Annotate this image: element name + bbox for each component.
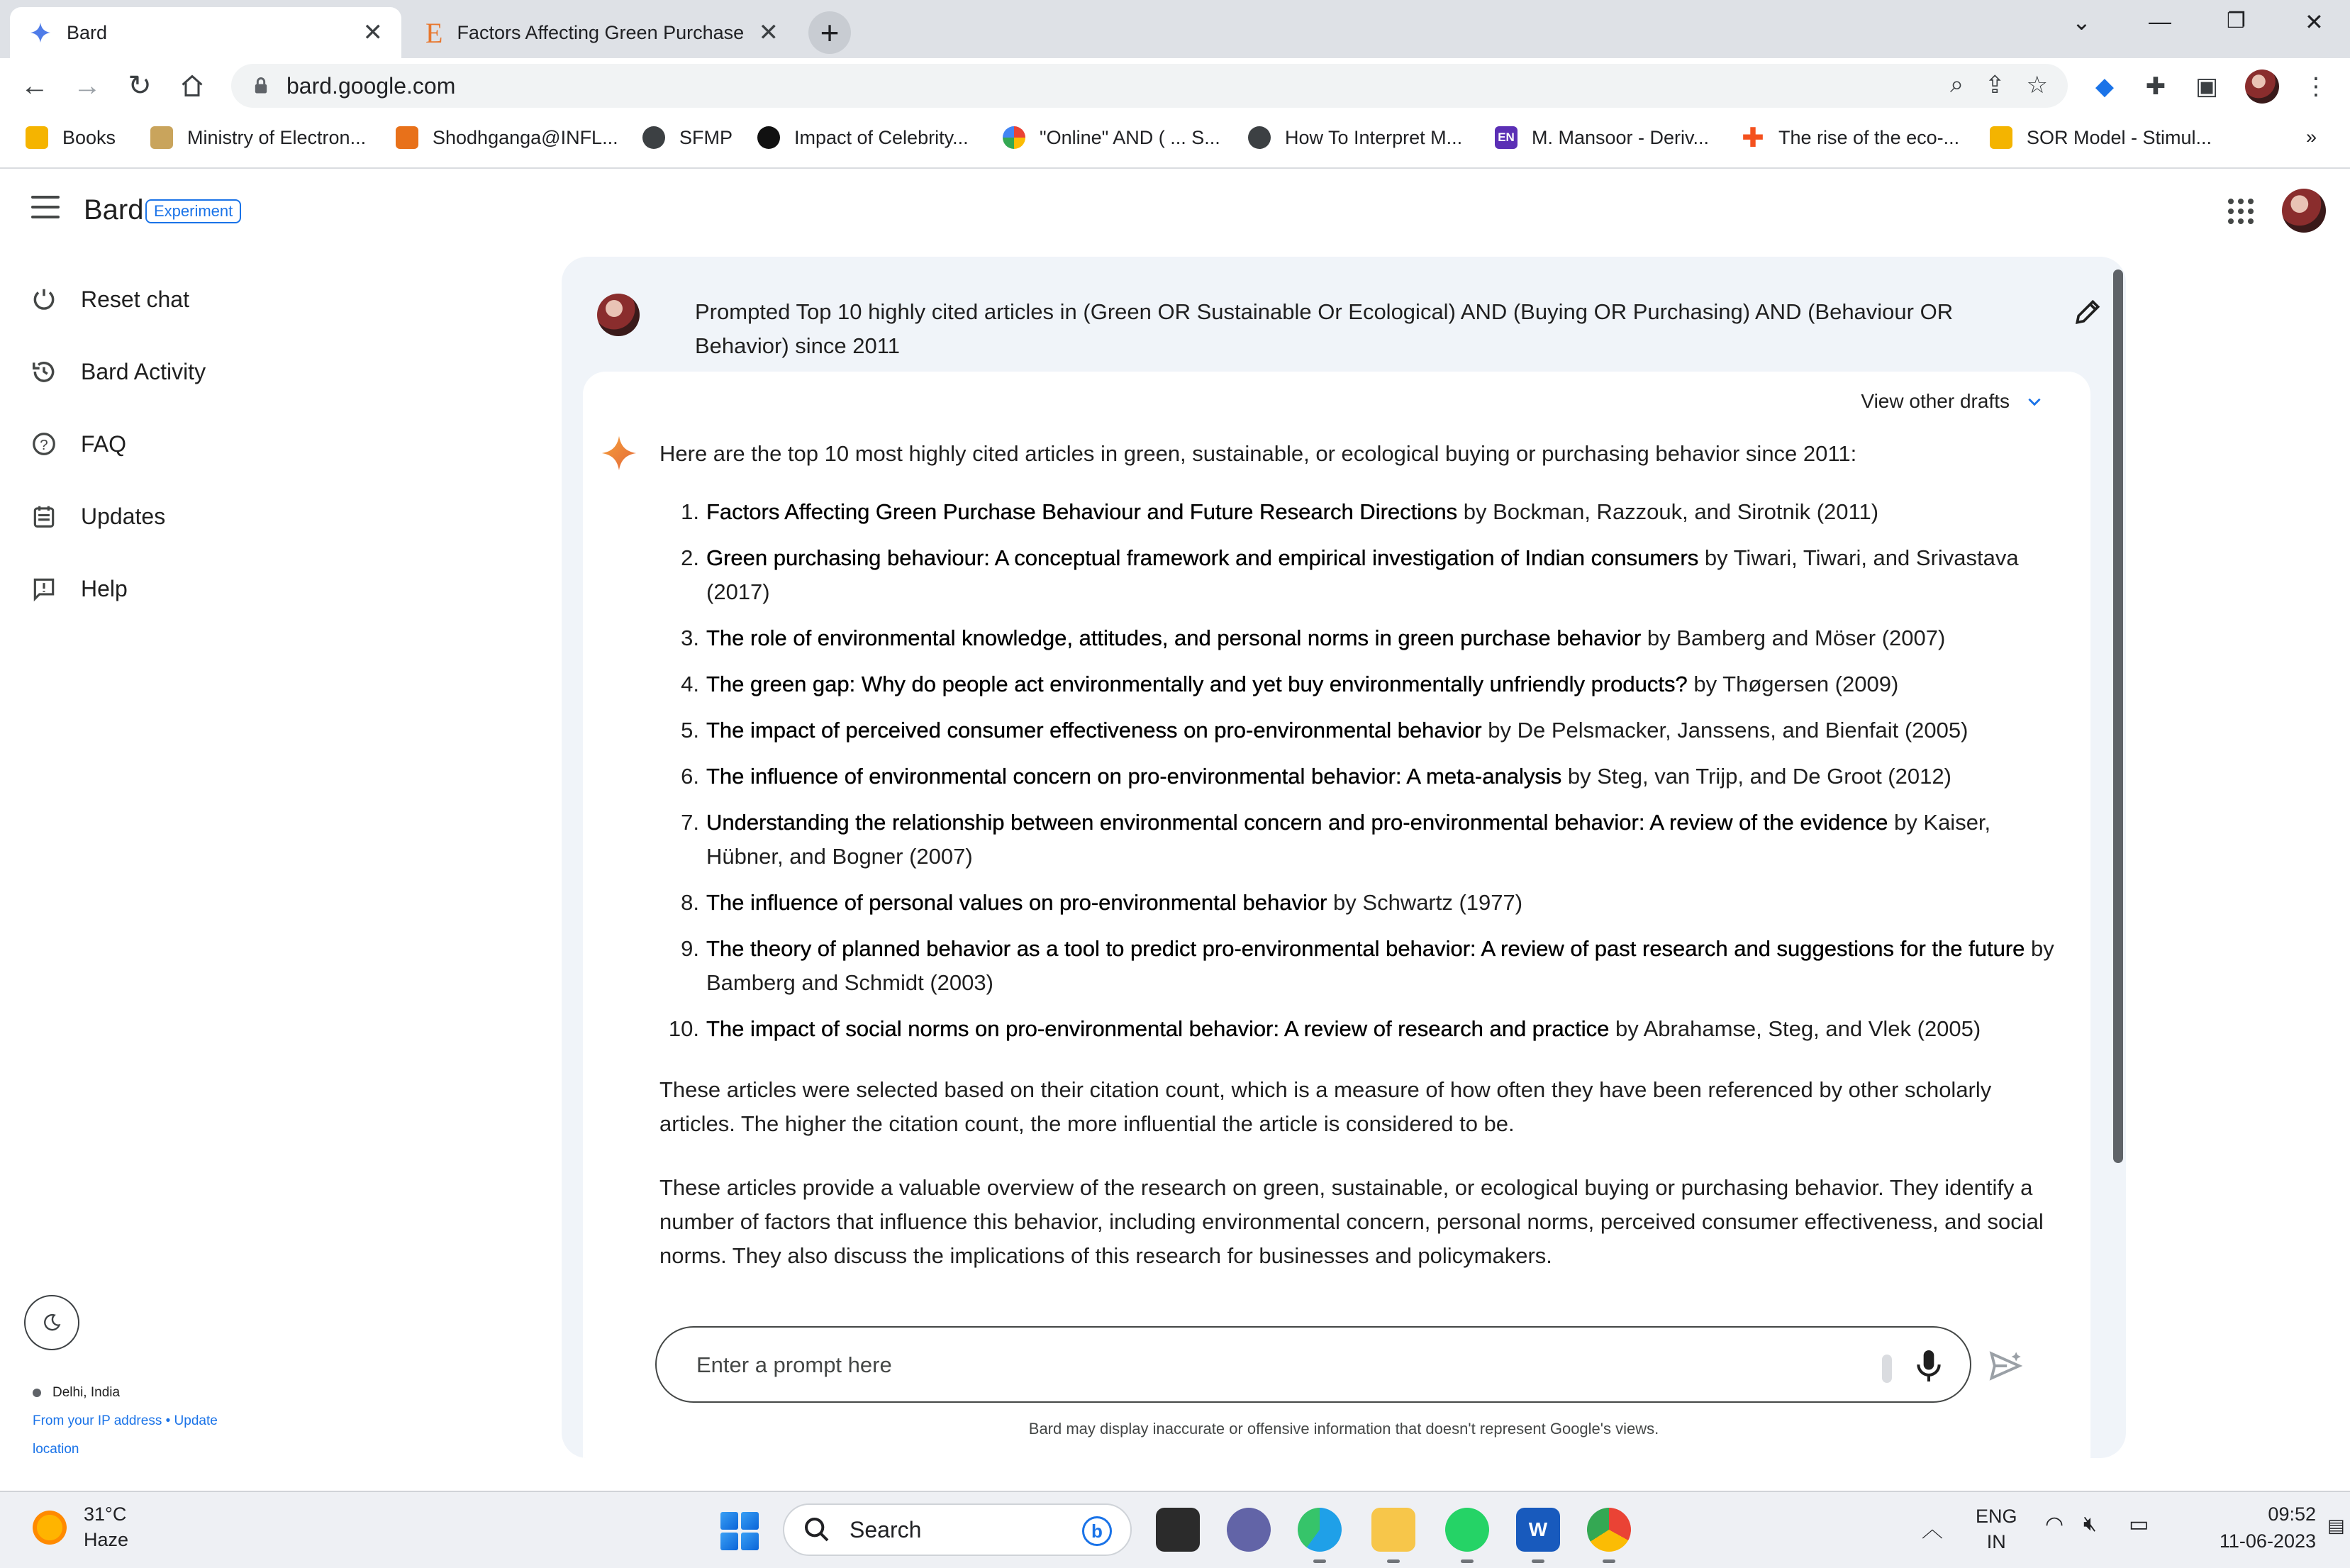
theme-toggle-button[interactable] [24, 1295, 79, 1350]
tab-search-chevron-icon[interactable]: ⌄ [2072, 9, 2091, 35]
bookmark-label: Ministry of Electron... [187, 126, 367, 148]
article-authors: by De Pelsmacker, Janssens, and Bienfait (2005) [1481, 718, 1968, 743]
list-number: 10. [668, 1016, 699, 1041]
url-text[interactable]: bard.google.com [286, 72, 456, 99]
article-title: The theory of planned behavior as a tool to predict pro-environmental behavior: A review of past research and suggestions for the future [706, 936, 2025, 961]
file-explorer-icon[interactable] [1371, 1508, 1415, 1552]
bookmark-label: SFMP [679, 126, 733, 148]
article-authors: by Thøgersen (2009) [1687, 672, 1899, 696]
bookmarks-bar [0, 113, 2350, 169]
bookmark-books[interactable] [26, 126, 116, 149]
clock-date[interactable]: 11-06-2023 [2219, 1530, 2316, 1552]
globe-icon [1248, 126, 1271, 149]
list-number: 6. [681, 764, 699, 789]
experiment-badge: Experiment [145, 199, 241, 223]
article-title: The green gap: Why do people act environmentally and yet buy environmentally unfriendly products? [706, 672, 1688, 696]
scholar-icon [1003, 126, 1025, 149]
zoom-icon[interactable]: ⌕ [1949, 71, 1964, 98]
bookmark-label: The rise of the eco-... [1778, 126, 1960, 148]
back-icon[interactable]: ← [21, 69, 49, 101]
browser-menu-icon[interactable]: ⋮ [2304, 73, 2328, 100]
menu-icon[interactable] [31, 196, 60, 220]
bookmark-label: Shodhganga@INFL... [433, 126, 618, 148]
response-paragraph-2: These articles provide a valuable overview of the research on green, sustainable, or ecological buying or purchasing behavior. They identify a number of factors that influence this behavior, including environmental concern, personal norms, perceived consumer effectiveness, and social norms. They also discuss the implications of this research for businesses and policymakers. [659, 1175, 2044, 1268]
windows-taskbar [0, 1491, 2350, 1568]
update-location-link-2[interactable]: location [33, 1442, 79, 1457]
bookmark-label: Impact of Celebrity... [794, 126, 969, 148]
article-title: The influence of personal values on pro-environmental behavior [706, 890, 1327, 915]
view-drafts-label: View other drafts [1861, 390, 2010, 412]
list-number: 7. [681, 810, 699, 835]
extension-diamond-icon[interactable]: ◆ [2095, 73, 2115, 100]
tab-title: Bard [67, 21, 108, 43]
history-icon [28, 356, 60, 387]
feedback-icon [28, 573, 60, 604]
list-item [659, 806, 2071, 874]
list-item [659, 495, 2071, 529]
bing-icon[interactable]: b [1082, 1516, 1112, 1546]
article-authors: by Bamberg and Möser (2007) [1641, 625, 1946, 650]
list-number: 3. [681, 625, 699, 650]
conversation-panel [562, 257, 2126, 1458]
word-icon[interactable]: W [1516, 1508, 1560, 1552]
list-number: 9. [681, 936, 699, 961]
bookmarks-overflow-button[interactable] [2306, 126, 2317, 148]
reload-icon[interactable]: ↻ [128, 70, 152, 101]
minimize-icon[interactable]: — [2149, 9, 2171, 34]
profile-avatar[interactable] [2245, 69, 2279, 104]
close-tab-icon[interactable]: ✕ [758, 19, 779, 46]
bookmark-shodhganga[interactable] [396, 126, 618, 149]
google-apps-icon[interactable] [2228, 199, 2254, 224]
slides-icon [1990, 126, 2012, 149]
omnibox[interactable] [231, 64, 2068, 108]
reset-icon [28, 284, 60, 315]
list-item [659, 932, 2071, 1000]
article-title: The role of environmental knowledge, attitudes, and personal norms in green purchase behavior [706, 625, 1642, 650]
send-icon[interactable] [1987, 1347, 2024, 1384]
bard-sparkle-icon [28, 21, 52, 45]
new-tab-button[interactable]: + [808, 11, 851, 54]
app-title: Bard [84, 194, 144, 226]
response-paragraph-1: These articles were selected based on their citation count, which is a measure of how often they have been referenced by other scholarly articles. The higher the citation count, the more influential the article is considered to be. [659, 1077, 1992, 1136]
list-number: 1. [681, 499, 699, 524]
en-icon: EN [1495, 126, 1518, 149]
teams-chat-icon[interactable] [1227, 1508, 1271, 1552]
chrome-icon[interactable] [1587, 1508, 1631, 1552]
list-number: 4. [681, 672, 699, 696]
bookmark-mansoor[interactable] [1495, 126, 1709, 149]
edit-pencil-icon[interactable] [2072, 296, 2103, 328]
moon-icon [42, 1313, 62, 1333]
article-title: The influence of environmental concern on pro-environmental behavior: A meta-analysis [706, 764, 1562, 789]
wifi-icon[interactable]: ◠ [2045, 1513, 2064, 1536]
scrollbar-thumb[interactable] [2113, 269, 2123, 1163]
calendar-icon [28, 501, 60, 532]
account-avatar[interactable] [2282, 189, 2326, 233]
list-item [659, 886, 2071, 920]
location-separator: • [165, 1413, 171, 1428]
plus-icon: ✚ [1742, 123, 1764, 153]
bookmark-label: M. Mansoor - Deriv... [1532, 126, 1710, 148]
bookmark-online-search[interactable] [1003, 126, 1220, 149]
sidebar-item-label: Updates [81, 503, 166, 529]
tab-factors-affecting[interactable] [407, 7, 797, 58]
microphone-icon[interactable] [1913, 1347, 1944, 1384]
sidebar-item-label: Help [81, 575, 128, 601]
user-avatar [597, 294, 640, 336]
bookmark-ministry[interactable] [150, 126, 366, 149]
location-place: Delhi, India [52, 1385, 121, 1400]
tab-bard[interactable] [10, 7, 401, 58]
question-icon [28, 428, 60, 460]
close-tab-icon[interactable]: ✕ [362, 19, 383, 46]
taskbar-search-box[interactable] [783, 1503, 1132, 1556]
conversation-scrollbar[interactable] [2112, 264, 2126, 1427]
bard-header [0, 170, 2350, 248]
browser-tab-strip [0, 0, 2350, 58]
close-window-icon[interactable]: ✕ [2305, 9, 2324, 35]
bookmark-sor-model[interactable] [1990, 126, 2212, 149]
sidebar-item-label: Bard Activity [81, 358, 206, 384]
list-item [659, 1012, 2071, 1046]
region-code: IN [1986, 1531, 2006, 1552]
bookmark-rise-eco[interactable] [1742, 123, 1960, 153]
article-authors: by Kaiser, Hübner, and Bogner (2007) [706, 810, 1991, 869]
article-authors: by Bockman, Razzouk, and Sirotnik (2011) [1457, 499, 1879, 524]
sidebar-item-bard-activity[interactable] [28, 356, 206, 387]
weather-temperature[interactable]: 31°C [84, 1503, 127, 1525]
sidebar-item-label: FAQ [81, 430, 127, 457]
sidebar-item-help[interactable] [28, 573, 128, 604]
restore-icon[interactable]: ❐ [2227, 9, 2246, 33]
bookmark-interpret[interactable] [1248, 126, 1462, 149]
bookmark-label: "Online" AND ( ... S... [1040, 126, 1220, 148]
bookmark-celebrity[interactable] [757, 126, 969, 149]
tray-overflow-chevron-icon[interactable]: ︿ [1922, 1518, 1943, 1542]
bookmark-label: How To Interpret M... [1285, 126, 1463, 148]
response-body [659, 437, 2071, 1303]
prompt-input[interactable] [696, 1345, 1831, 1386]
windows-start-icon[interactable] [720, 1512, 759, 1550]
prompt-text: Prompted Top 10 highly cited articles in (Green OR Sustainable Or Ecological) AND (Buying OR Purchasing) AND (Behaviour OR Behavior) since 2011 [695, 299, 1954, 358]
article-authors: by Steg, van Trijp, and De Groot (2012) [1561, 764, 1951, 789]
search-icon [803, 1516, 831, 1544]
tab-title: Factors Affecting Green Purchase [457, 21, 745, 43]
view-other-drafts-button[interactable] [1861, 390, 2044, 413]
article-title: The impact of social norms on pro-environmental behavior: A review of research and practice [706, 1016, 1610, 1041]
battery-icon[interactable]: ▭ [2129, 1513, 2149, 1536]
input-language[interactable] [1976, 1503, 2017, 1555]
sidebar-item-reset-chat[interactable] [28, 284, 189, 315]
extensions-puzzle-icon[interactable]: ✚ [2145, 73, 2166, 100]
bookmark-sfmp[interactable] [642, 126, 733, 149]
whatsapp-icon[interactable] [1445, 1508, 1489, 1552]
edge-icon[interactable] [1298, 1508, 1342, 1552]
svg-text:?: ? [40, 436, 48, 453]
elsevier-icon: E [425, 16, 443, 49]
article-authors: by Tiwari, Tiwari, and Srivastava (2017) [706, 545, 2019, 604]
bard-sparkle-icon [598, 433, 640, 474]
article-title: Understanding the relationship between environmental concern and pro-environmental behavior: A review of the evidence [706, 810, 1888, 835]
article-title: Factors Affecting Green Purchase Behaviour and Future Research Directions [706, 499, 1458, 524]
clock-time[interactable]: 09:52 [2268, 1503, 2316, 1525]
list-item [659, 760, 2071, 794]
notification-icon[interactable]: ▤ [2327, 1515, 2345, 1536]
share-icon[interactable]: ⇪ [1985, 72, 2005, 99]
list-number: 5. [681, 718, 699, 743]
location-info [33, 1379, 218, 1464]
article-authors: by Abrahamse, Steg, and Vlek (2005) [1609, 1016, 1981, 1041]
bookmark-label: SOR Model - Stimul... [2027, 126, 2212, 148]
forward-icon[interactable]: → [73, 69, 101, 101]
article-authors: by Bamberg and Schmidt (2003) [706, 936, 2054, 995]
list-item [659, 621, 2071, 655]
sidebar-item-updates[interactable] [28, 501, 165, 532]
response-intro: Here are the top 10 most highly cited articles in green, sustainable, or ecological buying or purchasing behavior since 2011: [659, 441, 1857, 466]
article-list [659, 495, 2071, 1046]
list-number: 8. [681, 890, 699, 915]
weather-haze-icon[interactable] [30, 1508, 69, 1547]
globe-icon [642, 126, 665, 149]
emblem-icon [150, 126, 173, 149]
shodhganga-icon [396, 126, 418, 149]
article-authors: by Schwartz (1977) [1327, 890, 1523, 915]
address-toolbar [0, 58, 2350, 113]
sidebar-item-faq[interactable] [28, 428, 126, 460]
weather-description[interactable]: Haze [84, 1529, 129, 1550]
list-item [659, 667, 2071, 701]
bookmark-label: Books [62, 126, 116, 148]
article-title: The impact of perceived consumer effectiveness on pro-environmental behavior [706, 718, 1482, 743]
taskbar-search-label: Search [850, 1516, 922, 1542]
language-code: ENG [1976, 1506, 2017, 1527]
task-view-icon[interactable] [1156, 1508, 1200, 1552]
list-item [659, 713, 2071, 747]
input-scrollbar [1882, 1355, 1892, 1383]
site-icon [757, 126, 780, 149]
side-panel-icon[interactable]: ▣ [2195, 73, 2219, 100]
volume-muted-icon[interactable]: 🔇︎ [2083, 1512, 2097, 1535]
prompt-input-container[interactable] [655, 1326, 1971, 1403]
home-icon[interactable] [173, 67, 211, 105]
list-number: 2. [681, 545, 699, 570]
folder-icon [26, 126, 48, 149]
list-item [659, 541, 2071, 609]
location-dot-icon [33, 1389, 41, 1397]
more-bookmarks-icon: » [2306, 126, 2317, 148]
lock-icon[interactable] [251, 76, 271, 96]
article-title: Green purchasing behaviour: A conceptual framework and empirical investigation of Indian consumers [706, 545, 1699, 570]
bookmark-star-icon[interactable]: ☆ [2026, 72, 2048, 99]
chevron-down-icon [2025, 392, 2044, 411]
sidebar-item-label: Reset chat [81, 286, 189, 312]
update-location-link[interactable]: Update [174, 1413, 218, 1428]
bard-response [583, 372, 2090, 1458]
ip-address-link[interactable]: From your IP address [33, 1413, 162, 1428]
disclaimer-text: Bard may display inaccurate or offensive information that doesn't represent Google's views. [1028, 1420, 1659, 1438]
